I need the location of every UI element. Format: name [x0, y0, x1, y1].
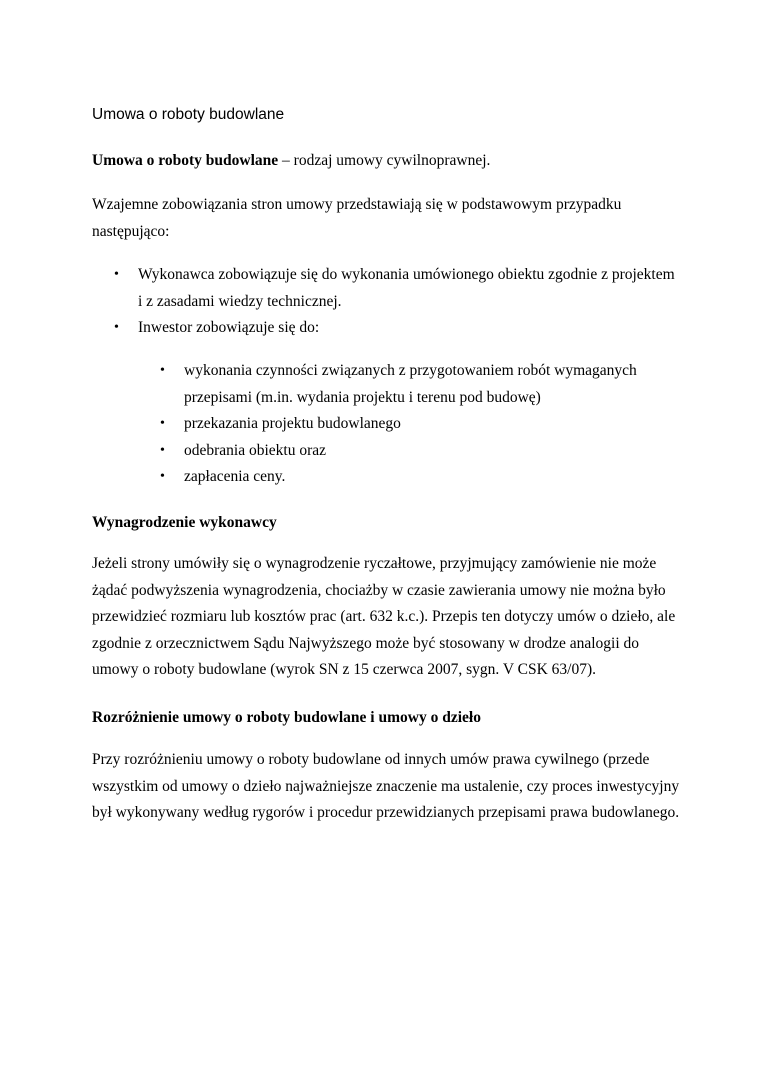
- list-item: [160, 411, 684, 438]
- bullet-icon: •: [160, 416, 165, 431]
- list-item-text: odebrania obiektu oraz: [184, 441, 327, 459]
- investor-obligations-list: [160, 358, 684, 491]
- list-item-text: zapłacenia ceny.: [184, 468, 286, 485]
- intro-rest: – rodzaj umowy cywilnoprawnej.: [278, 152, 491, 169]
- list-item-text: Wykonawca zobowiązuje się do wykonania umówionego obiektu zgodnie z projektem i z zasadami wiedzy technicznej.: [138, 266, 675, 310]
- bullet-icon: •: [160, 363, 165, 378]
- list-item: [160, 464, 684, 491]
- document-title: Umowa o roboty budowlane: [92, 106, 285, 123]
- list-item: [160, 438, 684, 465]
- bullet-icon: •: [114, 320, 119, 335]
- obligations-intro-paragraph: Wzajemne zobowiązania stron umowy przedstawiają się w podstawowym przypadku następująco:: [92, 196, 622, 240]
- bullet-icon: •: [160, 442, 165, 458]
- list-item: [114, 315, 678, 342]
- obligations-list: [114, 262, 678, 342]
- list-item-text: wykonania czynności związanych z przygotowaniem robót wymaganych przepisami (m.in. wydania projektu i terenu pod budowę): [184, 362, 637, 406]
- section-heading-remuneration: Wynagrodzenie wykonawcy: [92, 514, 277, 531]
- intro-term: Umowa o roboty budowlane: [92, 152, 279, 169]
- section-text-distinction: Przy rozróżnieniu umowy o roboty budowlane od innych umów prawa cywilnego (przede wszystkim od umowy o dzieło najważniejsze znaczenie ma ustalenie, czy proces inwestycyjny był wykonywany według rygorów i procedur przewidzianych przepisami prawa budowlanego.: [92, 751, 680, 821]
- list-item: [160, 358, 684, 411]
- intro-paragraph: [92, 148, 682, 175]
- bullet-icon: •: [114, 267, 119, 282]
- list-item-text: Inwestor zobowiązuje się do:: [138, 319, 320, 336]
- section-heading-distinction: Rozróżnienie umowy o roboty budowlane i umowy o dzieło: [92, 709, 481, 726]
- bullet-icon: •: [160, 469, 165, 484]
- list-item: [114, 262, 678, 315]
- list-item-text: przekazania projektu budowlanego: [184, 415, 401, 432]
- section-text-remuneration: Jeżeli strony umówiły się o wynagrodzenie ryczałtowe, przyjmujący zamówienie nie może żądać podwyższenia wynagrodzenia, chociażby w czasie zawierania umowy nie można było przewidzieć rozmiaru lub kosztów prac (art. 632 k.c.). Przepis ten dotyczy umów o dzieło, ale zgodnie z orzecznictwem Sądu Najwyższego może być stosowany w drodze analogii do umowy o roboty budowlane (wyrok SN z 15 czerwca 2007, sygn. V CSK 63/07).: [92, 555, 676, 678]
